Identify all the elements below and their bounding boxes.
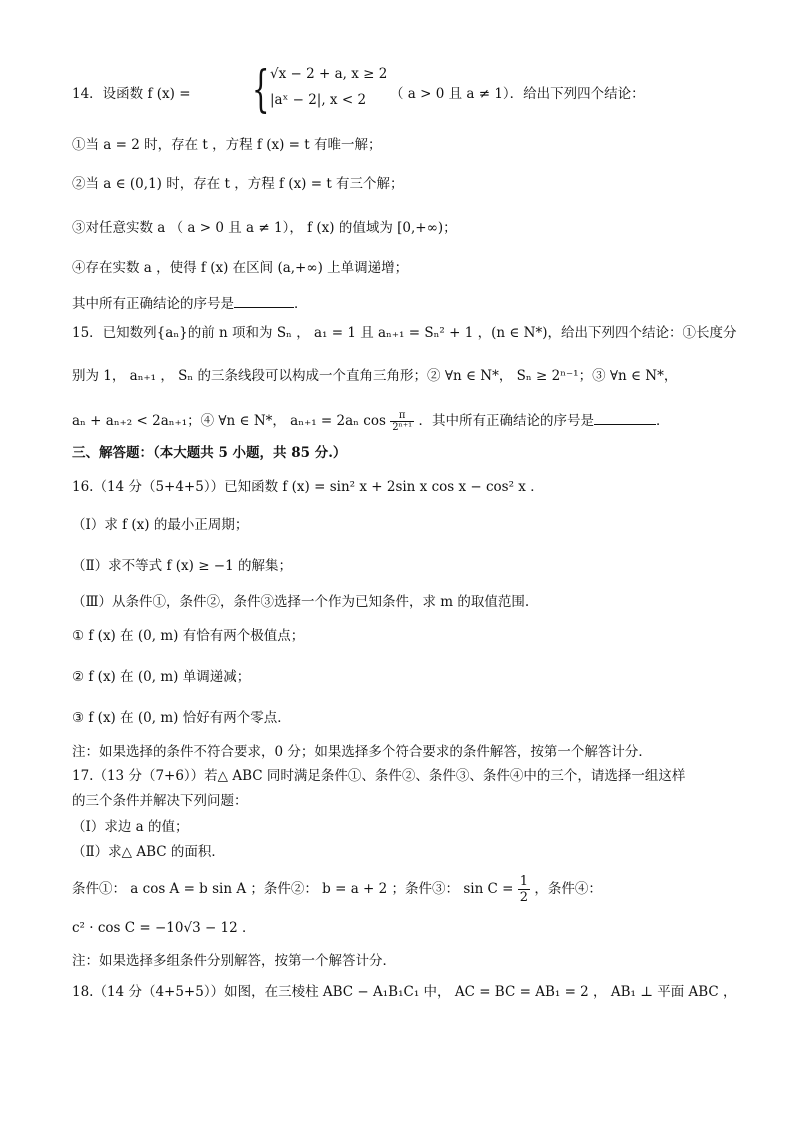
p14-ask-end: ． xyxy=(294,296,308,312)
p17-q1: （Ⅰ）求边 a 的值； xyxy=(72,819,189,835)
p17-conditions xyxy=(72,874,602,905)
p14-item-3: ③对任意实数 a （ a > 0 且 a ≠ 1）， f (x) 的值域为 [0,+∞)； xyxy=(72,220,457,236)
p14-case-1: √x − 2 + a, x ≥ 2 xyxy=(270,66,388,82)
section-3-title: 三、解答题：（本大题共 5 小题，共 85 分.） xyxy=(72,445,347,461)
p14-function-definition xyxy=(72,62,772,118)
p17-note: 注：如果选择多组条件分别解答，按第一个解答计分． xyxy=(72,953,396,969)
p16-q2: （Ⅱ）求不等式 f (x) ≥ −1 的解集； xyxy=(72,558,292,574)
p17-frac-num: 1 xyxy=(519,874,529,889)
p16-cond-3: ③ f (x) 在 (0, m) 恰好有两个零点． xyxy=(72,710,291,726)
p16-cond-2: ② f (x) 在 (0, m) 单调递减； xyxy=(72,669,251,685)
p15-line-1: 15．已知数列{aₙ}的前 n 项和为 Sₙ ， a₁ = 1 且 aₙ₊₁ = Sₙ² + 1 ，(n ∈ N*)，给出下列四个结论：①长度分 xyxy=(72,325,737,341)
p17-head-2: 的三个条件并解决下列问题： xyxy=(72,793,248,809)
p15-answer-blank[interactable] xyxy=(594,410,656,425)
p14-condition: （ a > 0 且 a ≠ 1）．给出下列四个结论： xyxy=(390,86,645,102)
p17-frac-den: 2 xyxy=(519,890,529,905)
p15-end: ． xyxy=(655,413,670,429)
p14-case-2: |aˣ − 2|, x < 2 xyxy=(270,92,367,108)
p15-line-2: 别为 1， aₙ₊₁ ， Sₙ 的三条线段可以构成一个直角三角形；② ∀n ∈ N*， Sₙ ≥ 2ⁿ⁻¹；③ ∀n ∈ N*， xyxy=(72,368,678,384)
p14-answer-blank[interactable] xyxy=(234,293,294,308)
p15-frac-num: π xyxy=(390,410,414,422)
p14-item-2: ②当 a ∈ (0,1) 时，存在 t ，方程 f (x) = t 有三个解； xyxy=(72,176,404,192)
p16-q3: （Ⅲ）从条件①，条件②，条件③选择一个作为已知条件，求 m 的取值范围. xyxy=(72,594,530,610)
p18-head: 18.（14 分（4+5+5））如图，在三棱柱 ABC − A₁B₁C₁ 中， AC = BC = AB₁ = 2 ， AB₁ ⊥ 平面 ABC ， xyxy=(72,984,737,1000)
p17-conds-b: ，条件④： xyxy=(534,881,602,897)
p15-line-3b: ．其中所有正确结论的序号是 xyxy=(418,413,594,429)
p17-q2: （Ⅱ）求△ ABC 的面积． xyxy=(72,844,225,860)
p14-item-4: ④存在实数 a ，使得 f (x) 在区间 (a,+∞) 上单调递增； xyxy=(72,260,409,276)
p14-brace: { xyxy=(252,60,270,118)
p16-cond-1: ① f (x) 在 (0, m) 有恰有两个极值点； xyxy=(72,628,305,644)
p17-conds-a: 条件①： a cos A = b sin A ；条件②： b = a + 2 ；条件③： sin C = xyxy=(72,881,514,897)
p14-item-1: ①当 a = 2 时，存在 t ，方程 f (x) = t 有唯一解； xyxy=(72,137,382,153)
p14-lead: 14．设函数 f (x) = xyxy=(72,86,191,102)
p17-cond-4: c² · cos C = −10√3 − 12 ． xyxy=(72,920,256,936)
p15-line-3 xyxy=(72,410,669,433)
p16-note: 注：如果选择的条件不符合要求，0 分；如果选择多个符合要求的条件解答，按第一个解答计分． xyxy=(72,744,652,760)
p16-q1: （Ⅰ）求 f (x) 的最小正周期； xyxy=(72,517,249,533)
p15-line-3a: aₙ + aₙ₊₂ < 2aₙ₊₁；④ ∀n ∈ N*， aₙ₊₁ = 2aₙ cos xyxy=(72,413,386,429)
p14-ask: 其中所有正确结论的序号是 xyxy=(72,296,234,312)
p14-ask-line xyxy=(72,293,308,314)
p15-frac-den: 2ⁿ⁺¹ xyxy=(392,422,413,433)
p17-head-1: 17.（13 分（7+6））若△ ABC 同时满足条件①、条件②、条件③、条件④中的三个，请选择一组这样 xyxy=(72,768,686,784)
p16-head: 16.（14 分（5+4+5））已知函数 f (x) = sin² x + 2sin x cos x − cos² x ． xyxy=(72,479,544,495)
p17-fraction xyxy=(518,874,530,905)
p15-fraction xyxy=(390,410,414,433)
